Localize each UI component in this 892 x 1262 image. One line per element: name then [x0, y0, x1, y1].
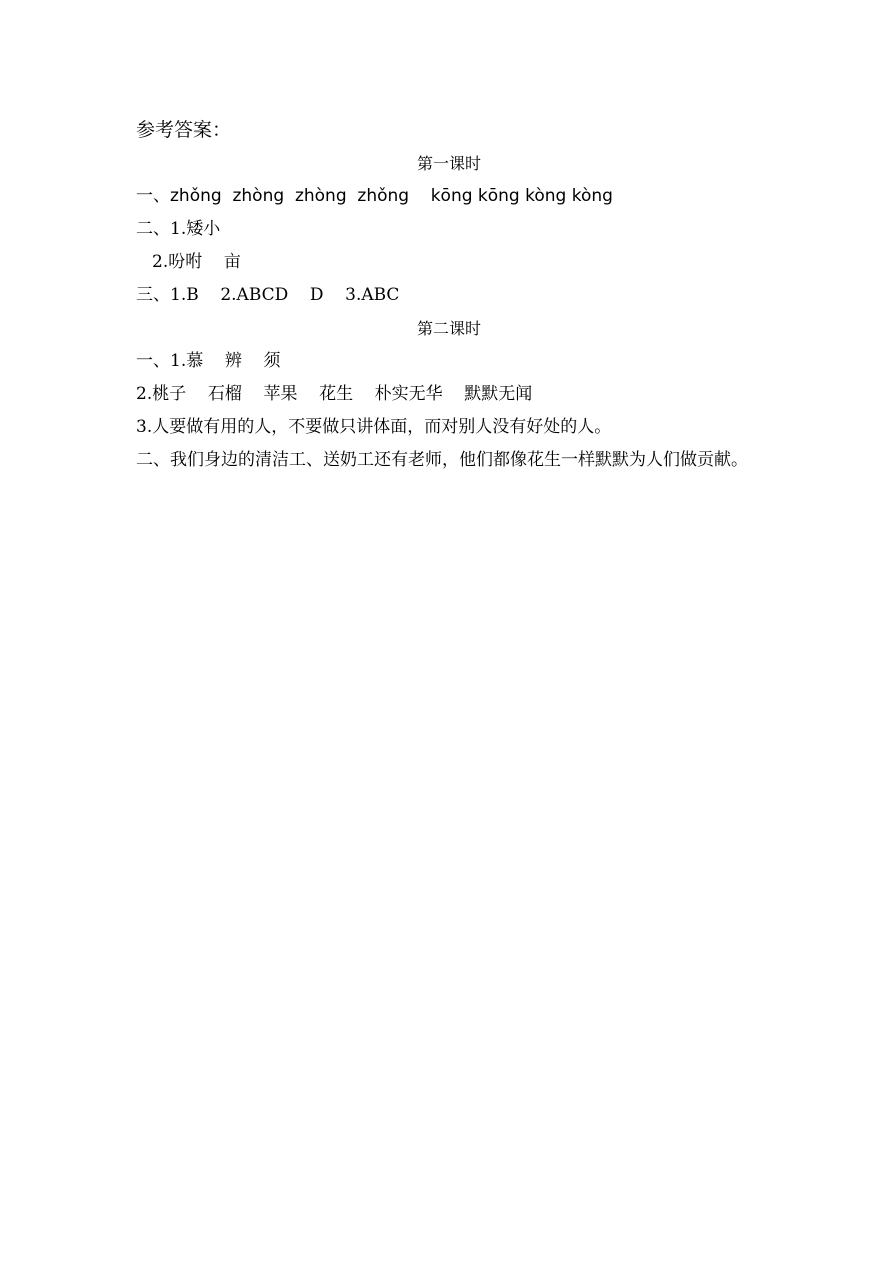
- lesson-1-question-2-2-answer: 2.吩咐 亩: [152, 252, 241, 272]
- lesson-2-question-2-answer: 二、我们身边的清洁工、送奶工还有老师，他们都像花生一样默默为人们做贡献。: [136, 450, 748, 470]
- lesson-2-question-1-1-answer: 一、1.慕 辨 须: [136, 351, 281, 371]
- lesson-1-question-3-answer: 三、1.B 2.ABCD D 3.ABC: [136, 285, 400, 305]
- lesson-1-question-1-answer: 一、zhǒng zhòng zhòng zhǒng kōng kōng kòng kòng: [136, 186, 613, 206]
- answer-key-page: [136, 113, 762, 477]
- lesson-1-question-2-1-answer: 二、1.矮小: [136, 219, 221, 239]
- lesson-2-question-1-2-answer: 2.桃子 石榴 苹果 花生 朴实无华 默默无闻: [136, 384, 533, 404]
- lesson-2-question-1-3-answer: 3.人要做有用的人，不要做只讲体面，而对别人没有好处的人。: [136, 417, 612, 437]
- lesson-2-title: 第二课时: [416, 319, 481, 338]
- lesson-1-title: 第一课时: [416, 154, 481, 173]
- answer-key-heading: 参考答案：: [136, 119, 232, 141]
